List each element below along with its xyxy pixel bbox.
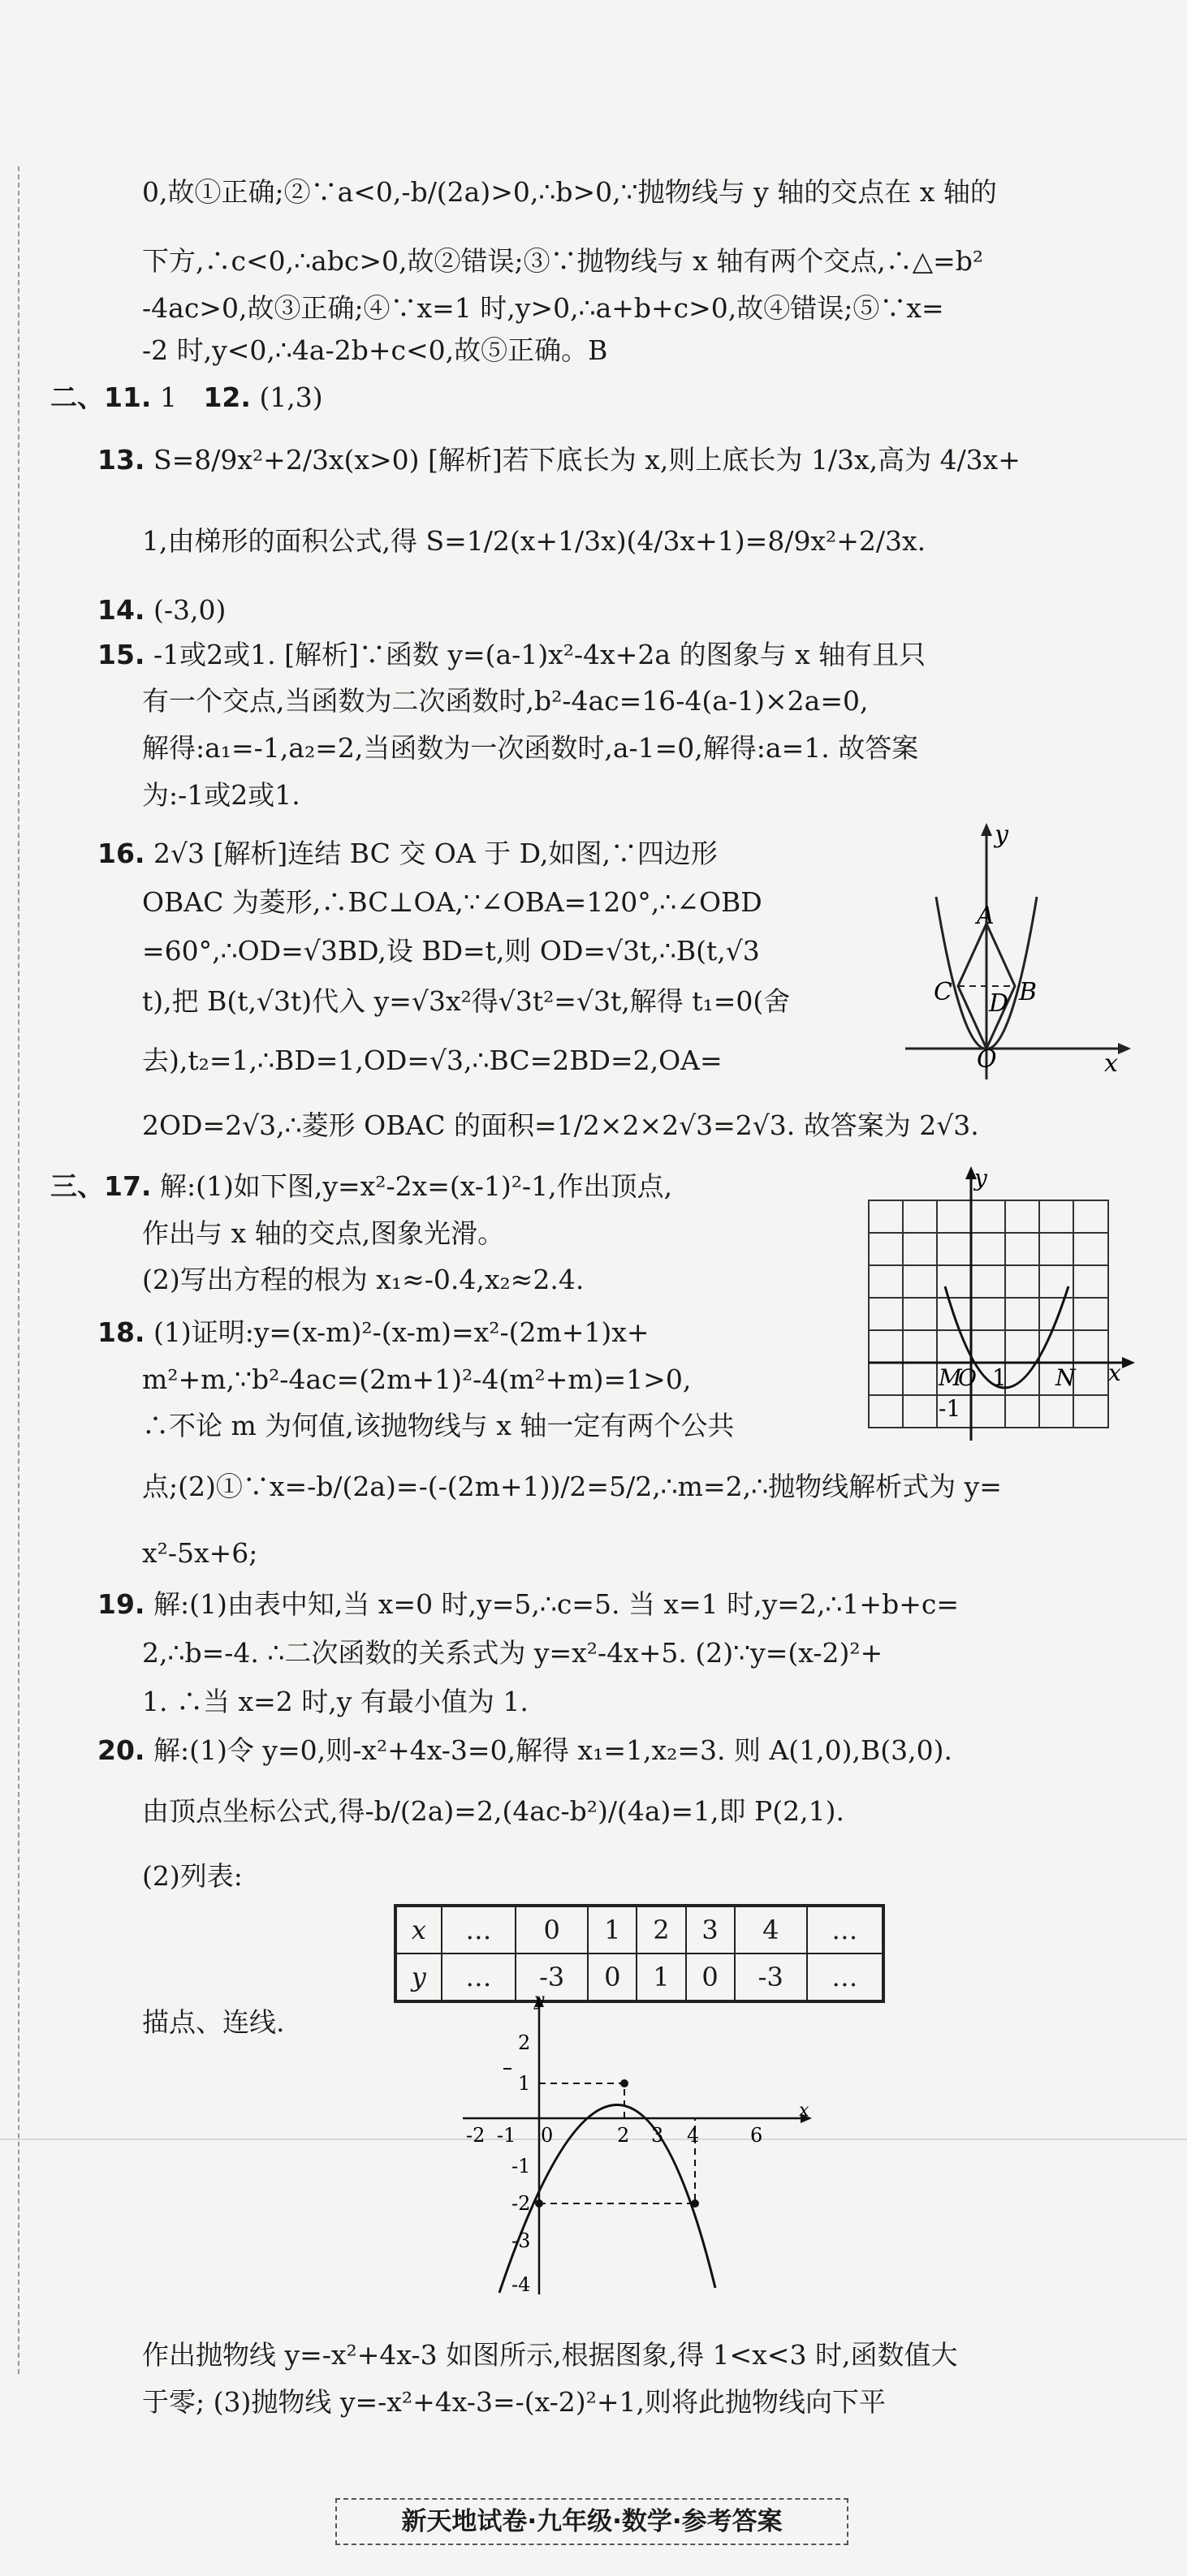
q16-line-2: OBAC 为菱形,∴BC⊥OA,∵∠OBA=120°,∴∠OBD <box>142 886 762 918</box>
q16-rhombus-figure <box>889 820 1133 1088</box>
q19-line-1: 解:(1)由表中知,当 x=0 时,y=5,∴c=5. 当 x=1 时,y=2,∴1+b+c= <box>153 1588 959 1620</box>
q16-fig-B-label: B <box>1019 978 1038 1006</box>
table-cell: … <box>807 1906 883 1954</box>
q20-y-tick: 2 <box>518 2031 531 2054</box>
q14-number: 14. <box>97 594 145 626</box>
q12-answer: (1,3) <box>259 381 323 413</box>
table-cell: 1 <box>588 1906 637 1954</box>
table-cell: 2 <box>637 1906 685 1954</box>
table-cell: … <box>442 1954 516 2001</box>
q16-fig-y-label: y <box>995 821 1008 849</box>
q20-parabola-figure <box>455 1992 828 2301</box>
q17-fig-O-label: O <box>958 1364 977 1391</box>
q10-line-2: 下方,∴c<0,∴abc>0,故②错误;③∵抛物线与 x 轴有两个交点,∴△=b² <box>142 245 984 277</box>
q19-line-2: 2,∴b=-4. ∴二次函数的关系式为 y=x²-4x+5. (2)∵y=(x-2)²+ <box>142 1637 883 1669</box>
table-cell: -3 <box>735 1954 807 2001</box>
q13-line-1: S=8/9x²+2/3x(x>0) [解析]若下底长为 x,则上底长为 1/3x,高为 4/3x+ <box>153 444 1021 476</box>
q17-fig-one-label: 1 <box>992 1364 1007 1391</box>
table-cell: 0 <box>588 1954 637 2001</box>
q17-line-2: 作出与 x 轴的交点,图象光滑。 <box>142 1217 505 1249</box>
q10-line-1: 0,故①正确;②∵a<0,-b/(2a)>0,∴b>0,∵抛物线与 y 轴的交点在 x 轴的 <box>142 176 997 208</box>
q16-line-1: 2√3 [解析]连结 BC 交 OA 于 D,如图,∵四边形 <box>153 838 718 869</box>
q15-line-2: 有一个交点,当函数为二次函数时,b²-4ac=16-4(a-1)×2a=0, <box>142 685 869 717</box>
q17-fig-y-label: y <box>974 1165 987 1191</box>
table-cell: 4 <box>735 1906 807 1954</box>
q15-line-1: -1或2或1. [解析]∵函数 y=(a-1)x²-4x+2a 的图象与 x 轴有且只 <box>153 639 926 670</box>
q16-fig-O-label: O <box>977 1045 997 1074</box>
table-cell: 3 <box>686 1906 735 1954</box>
table-cell: 0 <box>686 1954 735 2001</box>
section-3-label: 三、 <box>50 1170 104 1202</box>
q13-line-2: 1,由梯形的面积公式,得 S=1/2(x+1/3x)(4/3x+1)=8/9x²+2/3x. <box>142 525 926 557</box>
section-2-label: 二、 <box>50 381 104 413</box>
q15-line-4: 为:-1或2或1. <box>142 779 300 811</box>
q17-line-1: 解:(1)如下图,y=x²-2x=(x-1)²-1,作出顶点, <box>159 1170 673 1202</box>
q20-plot-caption: 描点、连线. <box>142 2006 285 2038</box>
q19-number: 19. <box>97 1588 145 1620</box>
table-cell: -3 <box>516 1954 588 2001</box>
q16-line-6: 2OD=2√3,∴菱形 OBAC 的面积=1/2×2×2√3=2√3. 故答案为 2√3. <box>142 1109 979 1141</box>
q16-fig-D-label: D <box>989 989 1009 1018</box>
q20-fig-y-label: y <box>534 1992 545 2010</box>
q15-number: 15. <box>97 639 145 670</box>
q17-grid-figure <box>861 1165 1137 1441</box>
q20-line-2: 由顶点坐标公式,得-b/(2a)=2,(4ac-b²)/(4a)=1,即 P(2,1). <box>142 1795 844 1827</box>
q20-fig-x-label: x <box>799 2100 809 2121</box>
q20-y-tick: 1 <box>518 2072 531 2095</box>
table-cell: … <box>807 1954 883 2001</box>
q20-y-tick: -4 <box>511 2273 531 2296</box>
q20-y-tick: -1 <box>511 2155 531 2178</box>
binding-dashed-line <box>18 166 19 2374</box>
q20-x-tick: 6 <box>750 2124 763 2147</box>
q16-line-3: =60°,∴OD=√3BD,设 BD=t,则 OD=√3t,∴B(t,√3 <box>142 935 760 967</box>
q20-y-tick: -2 <box>511 2192 531 2215</box>
q20-line-1: 解:(1)令 y=0,则-x²+4x-3=0,解得 x₁=1,x₂=3. 则 A(1,0),B(3,0). <box>153 1734 952 1766</box>
q15-line-3: 解得:a₁=-1,a₂=2,当函数为一次函数时,a-1=0,解得:a=1. 故答案 <box>142 732 919 764</box>
q20-x-tick: 3 <box>651 2124 664 2147</box>
q19-line-3: 1. ∴当 x=2 时,y 有最小值为 1. <box>142 1686 529 1717</box>
q20-after-line-1: 作出抛物线 y=-x²+4x-3 如图所示,根据图象,得 1<x<3 时,函数值大 <box>142 2339 958 2371</box>
q16-fig-A-label: A <box>977 902 995 930</box>
q20-x-tick: 0 <box>541 2124 554 2147</box>
q20-line-3: (2)列表: <box>142 1860 243 1892</box>
table-row <box>395 1906 883 1954</box>
q20-x-tick: 2 <box>617 2124 630 2147</box>
q14-answer: (-3,0) <box>153 594 227 626</box>
q10-line-4: -2 时,y<0,∴4a-2b+c<0,故⑤正确。B <box>142 334 608 366</box>
footer-title: 新天地试卷·九年级·数学·参考答案 <box>335 2498 848 2545</box>
table-cell: x <box>395 1906 442 1954</box>
q18-line-4: 点;(2)①∵x=-b/(2a)=-(-(2m+1))/2=5/2,∴m=2,∴抛物线解析式为 y= <box>142 1471 1002 1502</box>
q18-number: 18. <box>97 1316 145 1348</box>
q13-number: 13. <box>97 444 145 476</box>
q20-y-tick: -3 <box>511 2229 531 2252</box>
q20-x-tick: -1 <box>497 2124 516 2147</box>
table-cell: 1 <box>637 1954 685 2001</box>
q20-value-table <box>394 1904 885 2003</box>
table-cell: … <box>442 1906 516 1954</box>
q20-x-tick: 4 <box>687 2124 700 2147</box>
q16-fig-C-label: C <box>934 978 952 1006</box>
q20-x-tick: -2 <box>466 2124 486 2147</box>
q12-number: 12. <box>203 381 251 413</box>
q11-number: 11. <box>104 381 152 413</box>
q17-fig-N-label: N <box>1055 1364 1076 1391</box>
q11-answer: 1 <box>159 381 177 413</box>
q18-line-3: ∴不论 m 为何值,该抛物线与 x 轴一定有两个公共 <box>142 1410 735 1441</box>
table-cell: 0 <box>516 1906 588 1954</box>
q18-line-5: x²-5x+6; <box>142 1537 258 1569</box>
q10-line-3: -4ac>0,故③正确;④∵x=1 时,y>0,∴a+b+c>0,故④错误;⑤∵x= <box>142 292 944 324</box>
q18-line-2: m²+m,∵b²-4ac=(2m+1)²-4(m²+m)=1>0, <box>142 1363 692 1395</box>
q16-line-5: 去),t₂=1,∴BD=1,OD=√3,∴BC=2BD=2,OA= <box>142 1045 723 1076</box>
q17-fig-M-label: M <box>939 1364 962 1391</box>
q16-line-4: t),把 B(t,√3t)代入 y=√3x²得√3t²=√3t,解得 t₁=0(舍 <box>142 985 791 1017</box>
q16-number: 16. <box>97 838 145 869</box>
table-cell: y <box>395 1954 442 2001</box>
q16-fig-x-label: x <box>1104 1049 1118 1078</box>
q17-fig-neg1-label: -1 <box>939 1395 961 1422</box>
q17-number: 17. <box>104 1170 152 1202</box>
q18-line-1: (1)证明:y=(x-m)²-(x-m)=x²-(2m+1)x+ <box>153 1316 650 1348</box>
q20-number: 20. <box>97 1734 145 1766</box>
q17-line-3: (2)写出方程的根为 x₁≈-0.4,x₂≈2.4. <box>142 1264 585 1295</box>
q17-fig-x-label: x <box>1108 1359 1121 1386</box>
q20-after-line-2: 于零; (3)抛物线 y=-x²+4x-3=-(x-2)²+1,则将此抛物线向下平 <box>142 2386 887 2418</box>
